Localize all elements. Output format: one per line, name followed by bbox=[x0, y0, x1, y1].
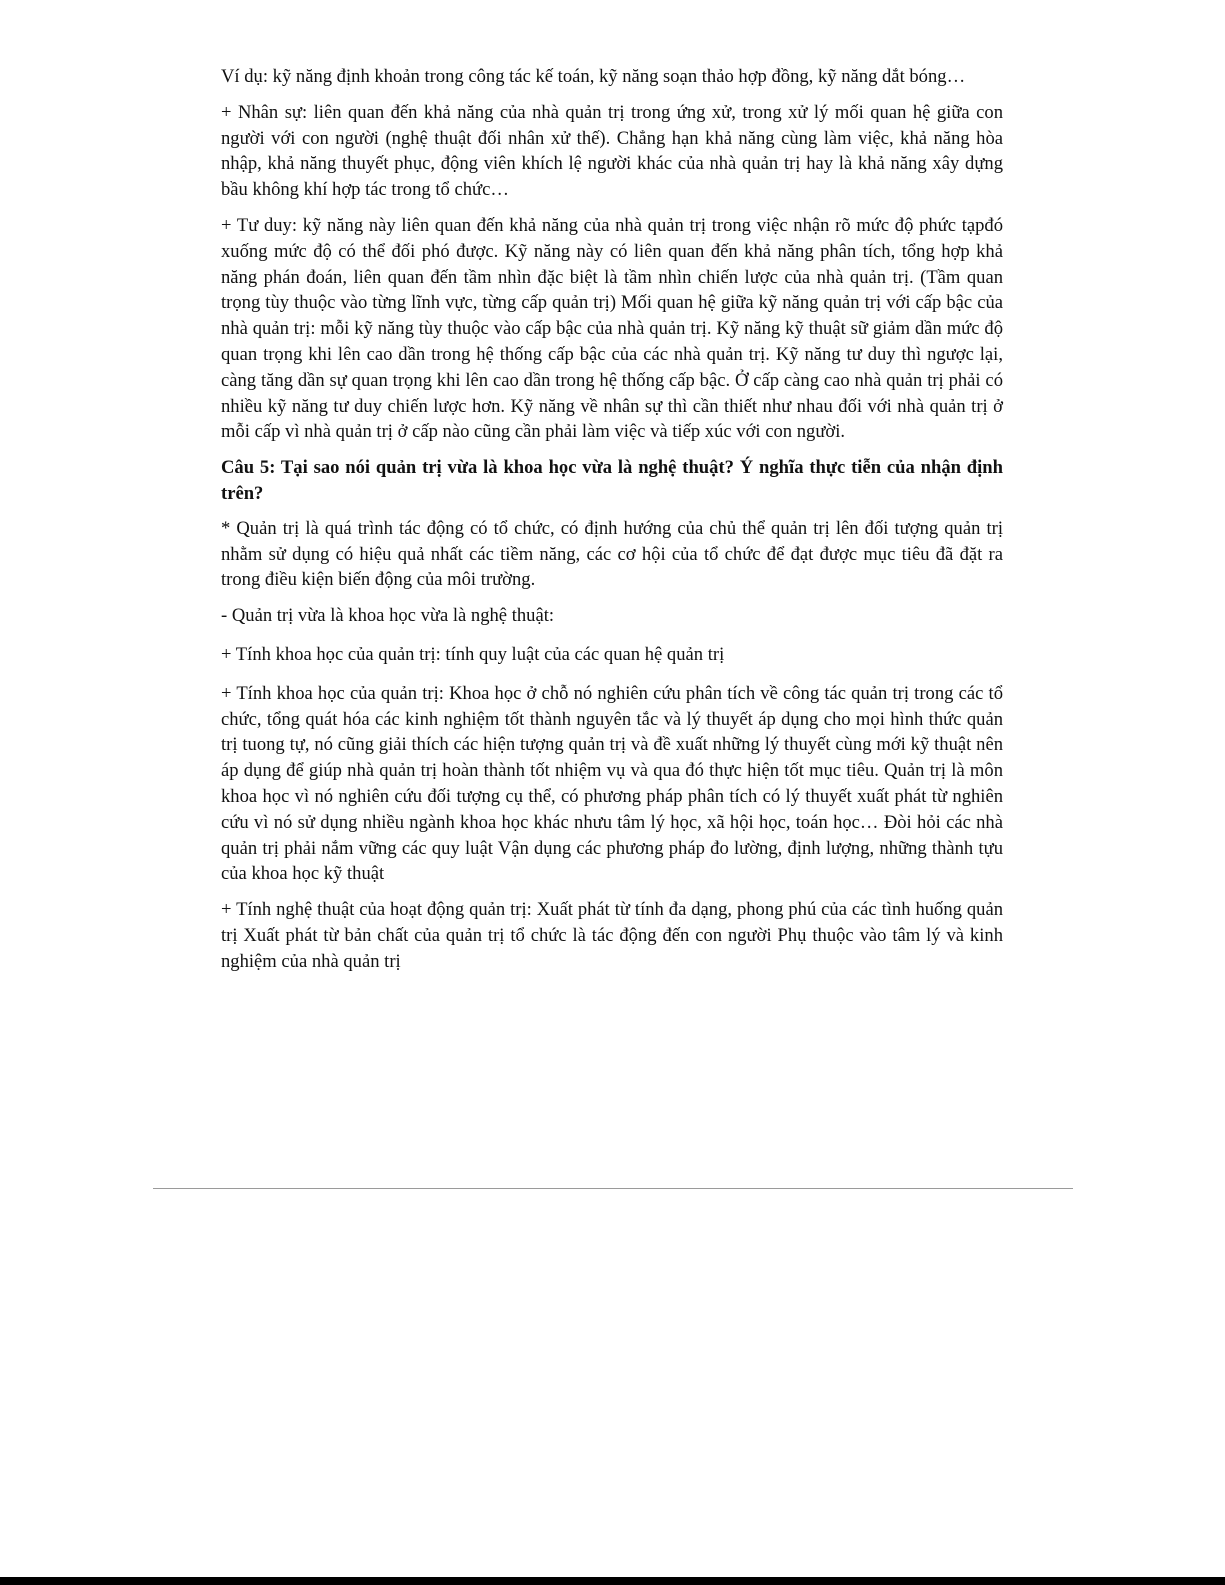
paragraph-management-definition: * Quản trị là quá trình tác động có tổ chức, có định hướng của chủ thể quản trị lên đối tượng quản trị nhằm sử dụng có hiệu quả nhất các tiềm năng, các cơ hội của tổ chức để đạt được mục tiêu đã đặt ra trong điều kiện biến động của môi trường. bbox=[221, 517, 1003, 591]
bottom-edge-bar bbox=[0, 1577, 1225, 1585]
paragraph-art-nature: + Tính nghệ thuật của hoạt động quản trị: Xuất phát từ tính đa dạng, phong phú của các tình huống quản trị Xuất phát từ bản chất của quản trị tổ chức là tác động đến con người Phụ thuộc vào tâm lý và kinh nghiệm của nhà quản trị bbox=[221, 899, 1003, 972]
paragraph-example-skills: Ví dụ: kỹ năng định khoản trong công tác kế toán, kỹ năng soạn thảo hợp đồng, kỹ năng dắt bóng… bbox=[221, 66, 966, 87]
paragraph-science-and-art: - Quản trị vừa là khoa học vừa là nghệ thuật: bbox=[221, 605, 555, 627]
page-divider bbox=[153, 1188, 1073, 1189]
paragraph-scientific-nature-detail: + Tính khoa học của quản trị: Khoa học ở chỗ nó nghiên cứu phân tích về công tác quản trị trong các tổ chức, tổng quát hóa các kinh nghiệm tốt thành nguyên tắc và lý thuyết áp dụng cho mọi hình thức quản trị tuong tự, nó cũng giải thích các hiện tượng quản trị và đề xuất những lý thuyết cùng mới kỹ thuật nên áp dụng để giúp nhà quản trị hoàn thành tốt nhiệm vụ và qua đó thực hiện tốt mục tiêu. Quản trị là môn khoa học vì nó nghiên cứu đối tượng cụ thể, có phương pháp phân tích có lý thuyết xuất phát từ nghiên cứu vì nó sử dụng nhiều ngành khoa học khác nhưu tâm lý học, xã hội học, toán học… Đòi hỏi các nhà quản trị phải nắm vững các quy luật Vận dụng các phương pháp đo lường, định lượng, những thành tựu của khoa học kỹ thuật bbox=[221, 682, 1003, 885]
document-body bbox=[221, 64, 1003, 985]
paragraph-scientific-nature-rule: + Tính khoa học của quản trị: tính quy luật của các quan hệ quản trị bbox=[221, 643, 725, 665]
question-5-heading: Câu 5: Tại sao nói quản trị vừa là khoa học vừa là nghệ thuật? Ý nghĩa thực tiễn của nhận định trên? bbox=[221, 457, 1003, 504]
paragraph-conceptual-skills: + Tư duy: kỹ năng này liên quan đến khả năng của nhà quản trị trong việc nhận rõ mức độ phức tạpđó xuống mức độ có thể đối phó được. Kỹ năng này có liên quan đến khả năng phân tích, tổng hợp khả năng phán đoán, liên quan đến tầm nhìn đặc biệt là tầm nhìn chiến lược của nhà quản trị. (Tầm quan trọng tùy thuộc vào từng lĩnh vực, từng cấp quản trị) Mối quan hệ giữa kỹ năng quản trị với cấp bậc của nhà quản trị: mỗi kỹ năng tùy thuộc vào cấp bậc của nhà quản trị. Kỹ năng kỹ thuật sữ giảm dần mức độ quan trọng khi lên cao dần trong hệ thống cấp bậc của các nhà quản trị. Kỹ năng tư duy thì ngược lại, càng tăng dần sự quan trọng khi lên cao dần trong hệ thống cấp bậc. Ở cấp càng cao nhà quản trị phải có nhiều kỹ năng tư duy chiến lược hơn. Kỹ năng về nhân sự thì cần thiết như nhau đối với nhà quản trị ở mỗi cấp vì nhà quản trị ở cấp nào cũng cần phải làm việc và tiếp xúc với con người. bbox=[221, 214, 1003, 443]
paragraph-human-skills: + Nhân sự: liên quan đến khả năng của nhà quản trị trong ứng xử, trong xử lý mối quan hệ giữa con người với con người (nghệ thuật đối nhân xử thế). Chẳng hạn khả năng cùng làm việc, khả năng hòa nhập, khả năng thuyết phục, động viên khích lệ người khác của nhà quản trị hay là khả năng xây dựng bầu không khí hợp tác trong tổ chức… bbox=[221, 101, 1003, 201]
